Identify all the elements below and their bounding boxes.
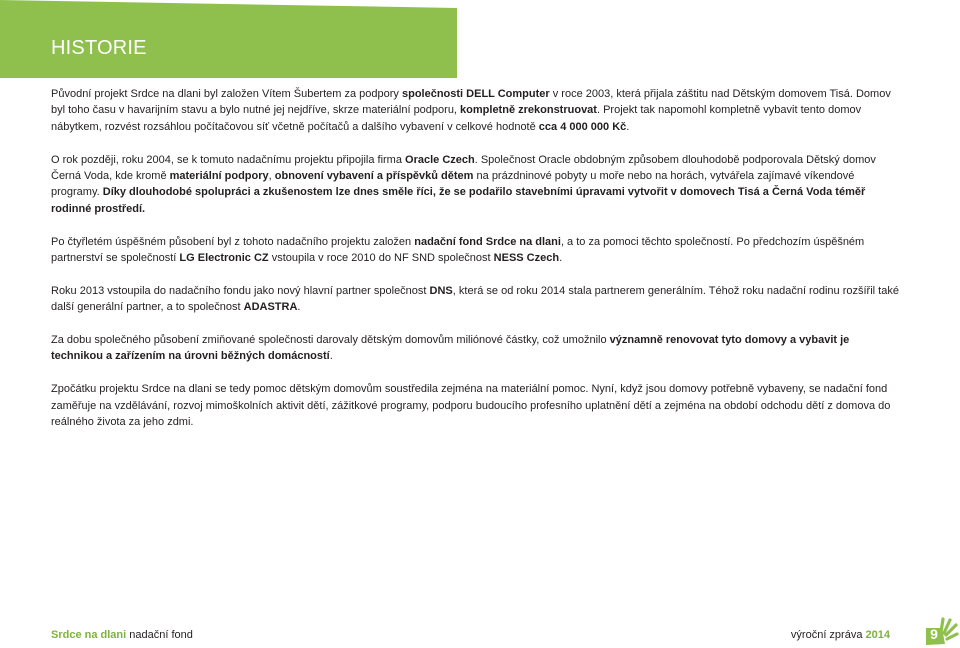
emphasis-text: ADASTRA bbox=[243, 301, 298, 314]
paragraph-text: Původní projekt Srdce na dlani byl založen Vítem Šubertem za podpory bbox=[51, 88, 402, 100]
page-title: HISTORIE bbox=[51, 37, 147, 59]
emphasis-text: Oracle Czech bbox=[405, 153, 475, 166]
footer-brand-name: Srdce na dlani bbox=[51, 629, 127, 641]
emphasis-text: LG Electronic CZ bbox=[179, 252, 269, 265]
paragraph-text: . bbox=[559, 252, 563, 265]
page-number: 9 bbox=[930, 626, 938, 642]
paragraph-text: v roce 2003, která přijala záštitu nad Dětským domovem Tisá. Domov byl toho času v havarijním stavu a bylo nutné jej nejdříve, skrze materiální podporu, bbox=[51, 88, 891, 117]
paragraph-text: Za dobu společného působení zmiňované společnosti darovaly dětským domovům miliónové částky, což umožnilo bbox=[51, 334, 610, 347]
footer-report bbox=[791, 629, 890, 641]
paragraph-text: . bbox=[626, 120, 630, 133]
paragraph bbox=[51, 86, 903, 135]
footer-report-label: výroční zpráva bbox=[790, 629, 863, 641]
emphasis-text: materiální podpory bbox=[169, 170, 269, 183]
emphasis-text: DNS bbox=[429, 284, 453, 297]
paragraph-text: . Společnost Oracle obdobným způsobem dlouhodobě podporovala Dětský domov Černá Voda, kde kromě bbox=[51, 153, 876, 183]
paragraph-text: na prázdninové pobyty u moře nebo na horách, vytvářela zajímavé víkendové programy. bbox=[51, 170, 855, 199]
emphasis-text: Díky dlouhodobé spolupráci a zkušenostem lze dnes směle říci, že se podařilo stavebními úpravami vytvořit v domovech Tisá a Černá Voda téměř rodinné prostředí. bbox=[51, 186, 866, 215]
paragraph-text: , která se od roku 2014 stala partnerem generálním. Téhož roku nadační rodinu rozšířil také další generální partner, a to společnost bbox=[51, 284, 899, 314]
emphasis-text: nadační fond Srdce na dlani bbox=[414, 235, 561, 248]
paragraph-text: Po čtyřletém úspěšném působení byl z tohoto nadačního projektu založen bbox=[51, 235, 415, 248]
emphasis-text: kompletně zrekonstruovat bbox=[460, 104, 597, 117]
paragraph bbox=[51, 332, 903, 365]
paragraph-text: Zpočátku projektu Srdce na dlani se tedy pomoc dětským domovům soustředila zejména na materiální pomoc. Nyní, když jsou domovy potřebně vybaveny, se nadační fond zaměřuje na vzdělávání, rozvoj mimoškolních aktivit dětí, zážitkové programy, podporu budoucího profesního uplatnění dětí a zejména na období odchodu dětí z domova do reálného života za jeho zdmi. bbox=[51, 383, 891, 429]
footer-report-year: 2014 bbox=[865, 629, 890, 641]
paragraph-text: Roku 2013 vstoupila do nadačního fondu jako nový hlavní partner společnost bbox=[51, 284, 430, 297]
footer-brand-subtitle: nadační fond bbox=[129, 629, 193, 641]
footer-brand bbox=[51, 629, 193, 641]
paragraph-text: . bbox=[329, 350, 333, 363]
paragraph-text: O rok později, roku 2004, se k tomuto nadačnímu projektu připojila firma bbox=[51, 153, 406, 166]
paragraph bbox=[51, 152, 903, 218]
paragraph bbox=[51, 283, 903, 316]
emphasis-text: NESS Czech bbox=[493, 252, 560, 265]
emphasis-text: obnovení vybavení a příspěvků dětem bbox=[274, 170, 474, 183]
paragraph-text: , bbox=[268, 170, 275, 183]
article-body bbox=[51, 86, 903, 430]
paragraph-text: , a to za pomoci těchto společností. Po předchozím úspěšném partnerství se společností bbox=[51, 235, 865, 265]
emphasis-text: významně renovovat tyto domovy a vybavit je technikou a zařízením na úrovni běžných domácností bbox=[51, 334, 850, 363]
paragraph bbox=[51, 234, 903, 267]
emphasis-text: cca 4 000 000 Kč bbox=[538, 120, 627, 133]
paragraph-text: . bbox=[297, 301, 301, 314]
paragraph-text: vstoupila v roce 2010 do NF SND společnost bbox=[268, 252, 494, 265]
paragraph-text: . Projekt tak napomohl kompletně vybavit tento domov nábytkem, rozvést rozsáhlou počítačovou síť včetně počítačů a dalšího vybavení v celkové hodnotě bbox=[51, 104, 862, 133]
paragraph bbox=[51, 381, 903, 430]
emphasis-text: společnosti DELL Computer bbox=[401, 88, 550, 100]
